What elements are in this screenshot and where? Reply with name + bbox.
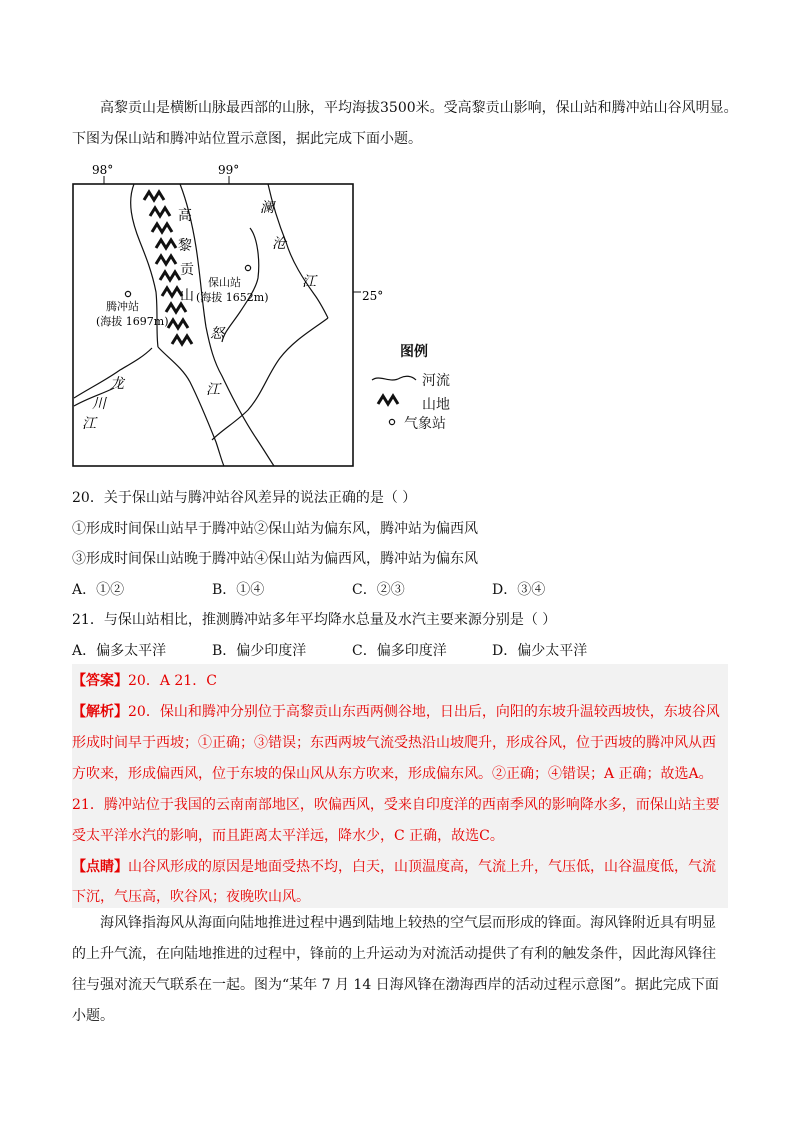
q20-option-a: A．①② <box>72 582 125 598</box>
analysis-line-3: 方吹来，形成偏西风，位于东坡的保山风从东方吹来，形成偏东风。②正确；④错误；A 正确；故选A。 <box>72 766 713 782</box>
q20-option-b: B．①④ <box>212 582 265 598</box>
legend-station-label: 气象站 <box>404 416 446 432</box>
range-char-4: 山 <box>180 288 194 304</box>
q20-option-d: D．③④ <box>492 582 546 598</box>
lat-25-label: 25° <box>362 289 384 303</box>
legend-station-icon <box>389 419 394 424</box>
q20-stem: 20．关于保山站与腾冲站谷风差异的说法正确的是（ ） <box>72 490 417 506</box>
lancang-char-1: 澜 <box>260 200 274 216</box>
seabreeze-line-2: 的上升气流，在向陆地推进的过程中，锋前的上升运动为对流活动提供了有利的触发条件，因此海风锋往 <box>72 946 716 962</box>
q21-option-c: C．偏多印度洋 <box>352 643 447 659</box>
q20-statement-1: ①形成时间保山站早于腾冲站②保山站为偏东风，腾冲站为偏西风 <box>72 521 478 537</box>
legend-river-label: 河流 <box>422 373 450 389</box>
q21-stem: 21．与保山站相比，推测腾冲站多年平均降水总量及水汽主要来源分别是（ ） <box>72 612 557 628</box>
analysis-text-1: 20．保山和腾冲分别位于高黎贡山东西两侧谷地，日出后，向阳的东坡升温较西坡快，东坡谷风 <box>128 704 720 720</box>
nu-river-lower <box>158 347 224 466</box>
basin-outline <box>212 318 328 440</box>
tip-line-2: 下沉，气压高，吹谷风；夜晚吹山风。 <box>72 889 310 905</box>
legend-river-icon <box>372 376 416 380</box>
q20-statement-2: ③形成时间保山站晚于腾冲站④保山站为偏西风，腾冲站为偏东风 <box>72 551 478 567</box>
nu-river-east-bank <box>180 184 274 466</box>
q21-option-a: A．偏多太平洋 <box>72 643 167 659</box>
intro-line-1: 高黎贡山是横断山脉最西部的山脉，平均海拔3500米。受高黎贡山影响，保山站和腾冲站山谷风明显。 <box>100 100 738 116</box>
q20-option-c: C．②③ <box>352 582 405 598</box>
intro-line-2: 下图为保山站和腾冲站位置示意图，据此完成下面小题。 <box>72 131 422 147</box>
nu-char-2: 江 <box>206 382 220 398</box>
tip-tag: 【点睛】 <box>72 859 128 875</box>
lancang-char-2: 沧 <box>272 236 286 252</box>
tip-line-1 <box>72 856 716 876</box>
answer-text: 20．A 21．C <box>128 673 217 689</box>
analysis-line-4: 21．腾冲站位于我国的云南南部地区，吹偏西风，受来自印度洋的西南季风的影响降水多，而保山站主要 <box>72 797 720 813</box>
seabreeze-line-3: 往与强对流天气联系在一起。图为“某年 7 月 14 日海风锋在渤海西岸的活动过程示意图”。据此完成下面 <box>72 977 719 993</box>
analysis-line-5: 受太平洋水汽的影响，而且距离太平洋远，降水少，C 正确，故选C。 <box>72 828 504 844</box>
legend-mountain-label: 山地 <box>422 397 450 413</box>
answer-line <box>72 670 217 690</box>
lon-98-label: 98° <box>92 163 114 177</box>
range-char-2: 黎 <box>178 238 192 254</box>
legend-title: 图例 <box>400 344 428 360</box>
seabreeze-line-4: 小题。 <box>72 1008 114 1024</box>
baoshan-station-name: 保山站 <box>208 276 241 289</box>
baoshan-station-altitude: (海拔 1652m) <box>196 291 269 304</box>
tengchong-station-marker <box>125 291 130 296</box>
legend-mountain-icon <box>378 396 398 404</box>
seabreeze-line-1: 海风锋指海风从海面向陆地推进过程中遇到陆地上较热的空气层而形成的锋面。海风锋附近具有明显 <box>100 915 716 931</box>
tip-text-1: 山谷风形成的原因是地面受热不均，白天，山顶温度高，气流上升，气压低，山谷温度低，气流 <box>128 859 716 875</box>
answer-tag: 【答案】 <box>72 673 128 689</box>
longchuan-char-1: 龙 <box>110 376 124 392</box>
analysis-tag: 【解析】 <box>72 704 128 720</box>
lancang-char-3: 江 <box>302 274 316 290</box>
longchuan-char-3: 江 <box>82 416 96 432</box>
baoshan-station-marker <box>245 265 250 270</box>
longchuan-char-2: 川 <box>92 396 106 412</box>
range-char-1: 高 <box>178 208 192 224</box>
lon-99-label: 99° <box>218 163 240 177</box>
location-map <box>72 162 384 468</box>
nu-char-1: 怒 <box>210 326 224 342</box>
q21-option-d: D．偏少太平洋 <box>492 643 588 659</box>
analysis-line-2: 形成时间早于西坡；①正确；③错误；东西两坡气流受热沿山坡爬升，形成谷风，位于西坡的腾冲风从西 <box>72 735 716 751</box>
tengchong-station-altitude: (海拔 1697m) <box>96 315 169 328</box>
q21-option-b: B．偏少印度洋 <box>212 643 307 659</box>
analysis-line-1 <box>72 701 720 721</box>
range-char-3: 贡 <box>180 262 194 278</box>
tengchong-station-name: 腾冲站 <box>106 300 139 313</box>
